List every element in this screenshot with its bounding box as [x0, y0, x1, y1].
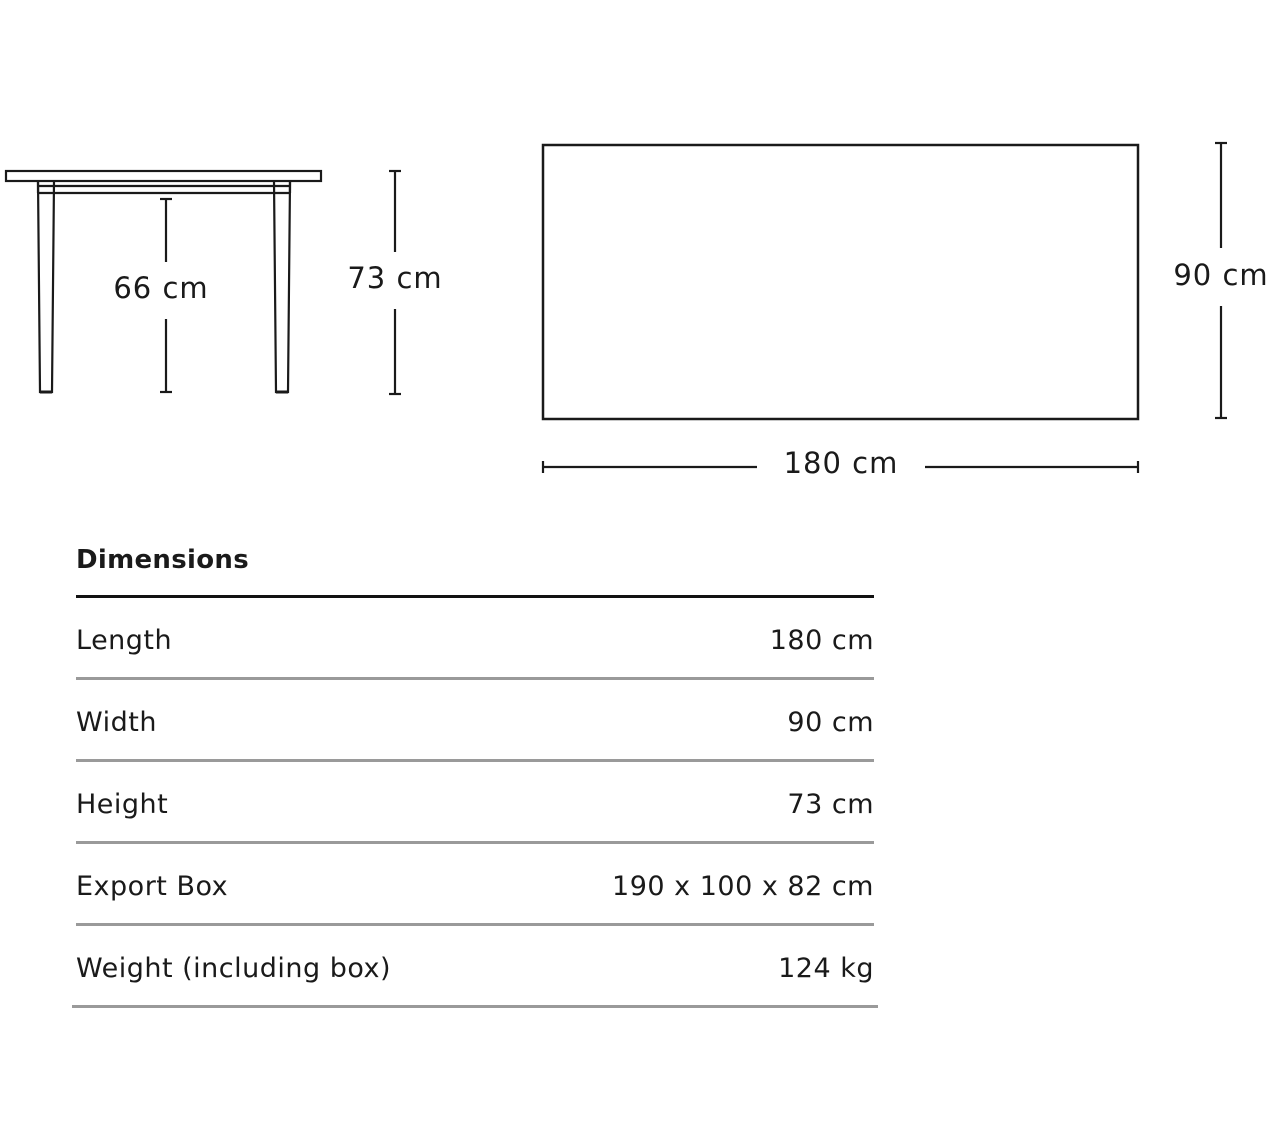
row-label-width: Width — [76, 707, 157, 738]
table-row — [76, 844, 874, 926]
row-value-export-box: 190 x 100 x 82 cm — [612, 871, 874, 902]
row-label-length: Length — [76, 625, 173, 656]
row-value-weight: 124 kg — [778, 953, 874, 984]
row-label-height: Height — [76, 789, 169, 820]
table-top-view — [543, 145, 1138, 419]
dimensions-title: Dimensions — [76, 540, 874, 598]
row-value-length: 180 cm — [769, 625, 874, 656]
row-value-height: 73 cm — [787, 789, 874, 820]
table-dimension-drawing — [0, 0, 1278, 520]
dimensions-table — [76, 540, 874, 1008]
table-row — [72, 926, 878, 1008]
table-width-label: 90 cm — [1173, 258, 1269, 292]
row-label-weight: Weight (including box) — [76, 953, 392, 984]
table-row — [76, 598, 874, 680]
table-row — [76, 680, 874, 762]
row-value-width: 90 cm — [787, 707, 874, 738]
table-length-label: 180 cm — [783, 446, 899, 480]
table-height-label: 73 cm — [347, 261, 443, 295]
table-row — [76, 762, 874, 844]
row-label-export-box: Export Box — [76, 871, 229, 902]
leg-clearance-label: 66 cm — [113, 271, 209, 305]
